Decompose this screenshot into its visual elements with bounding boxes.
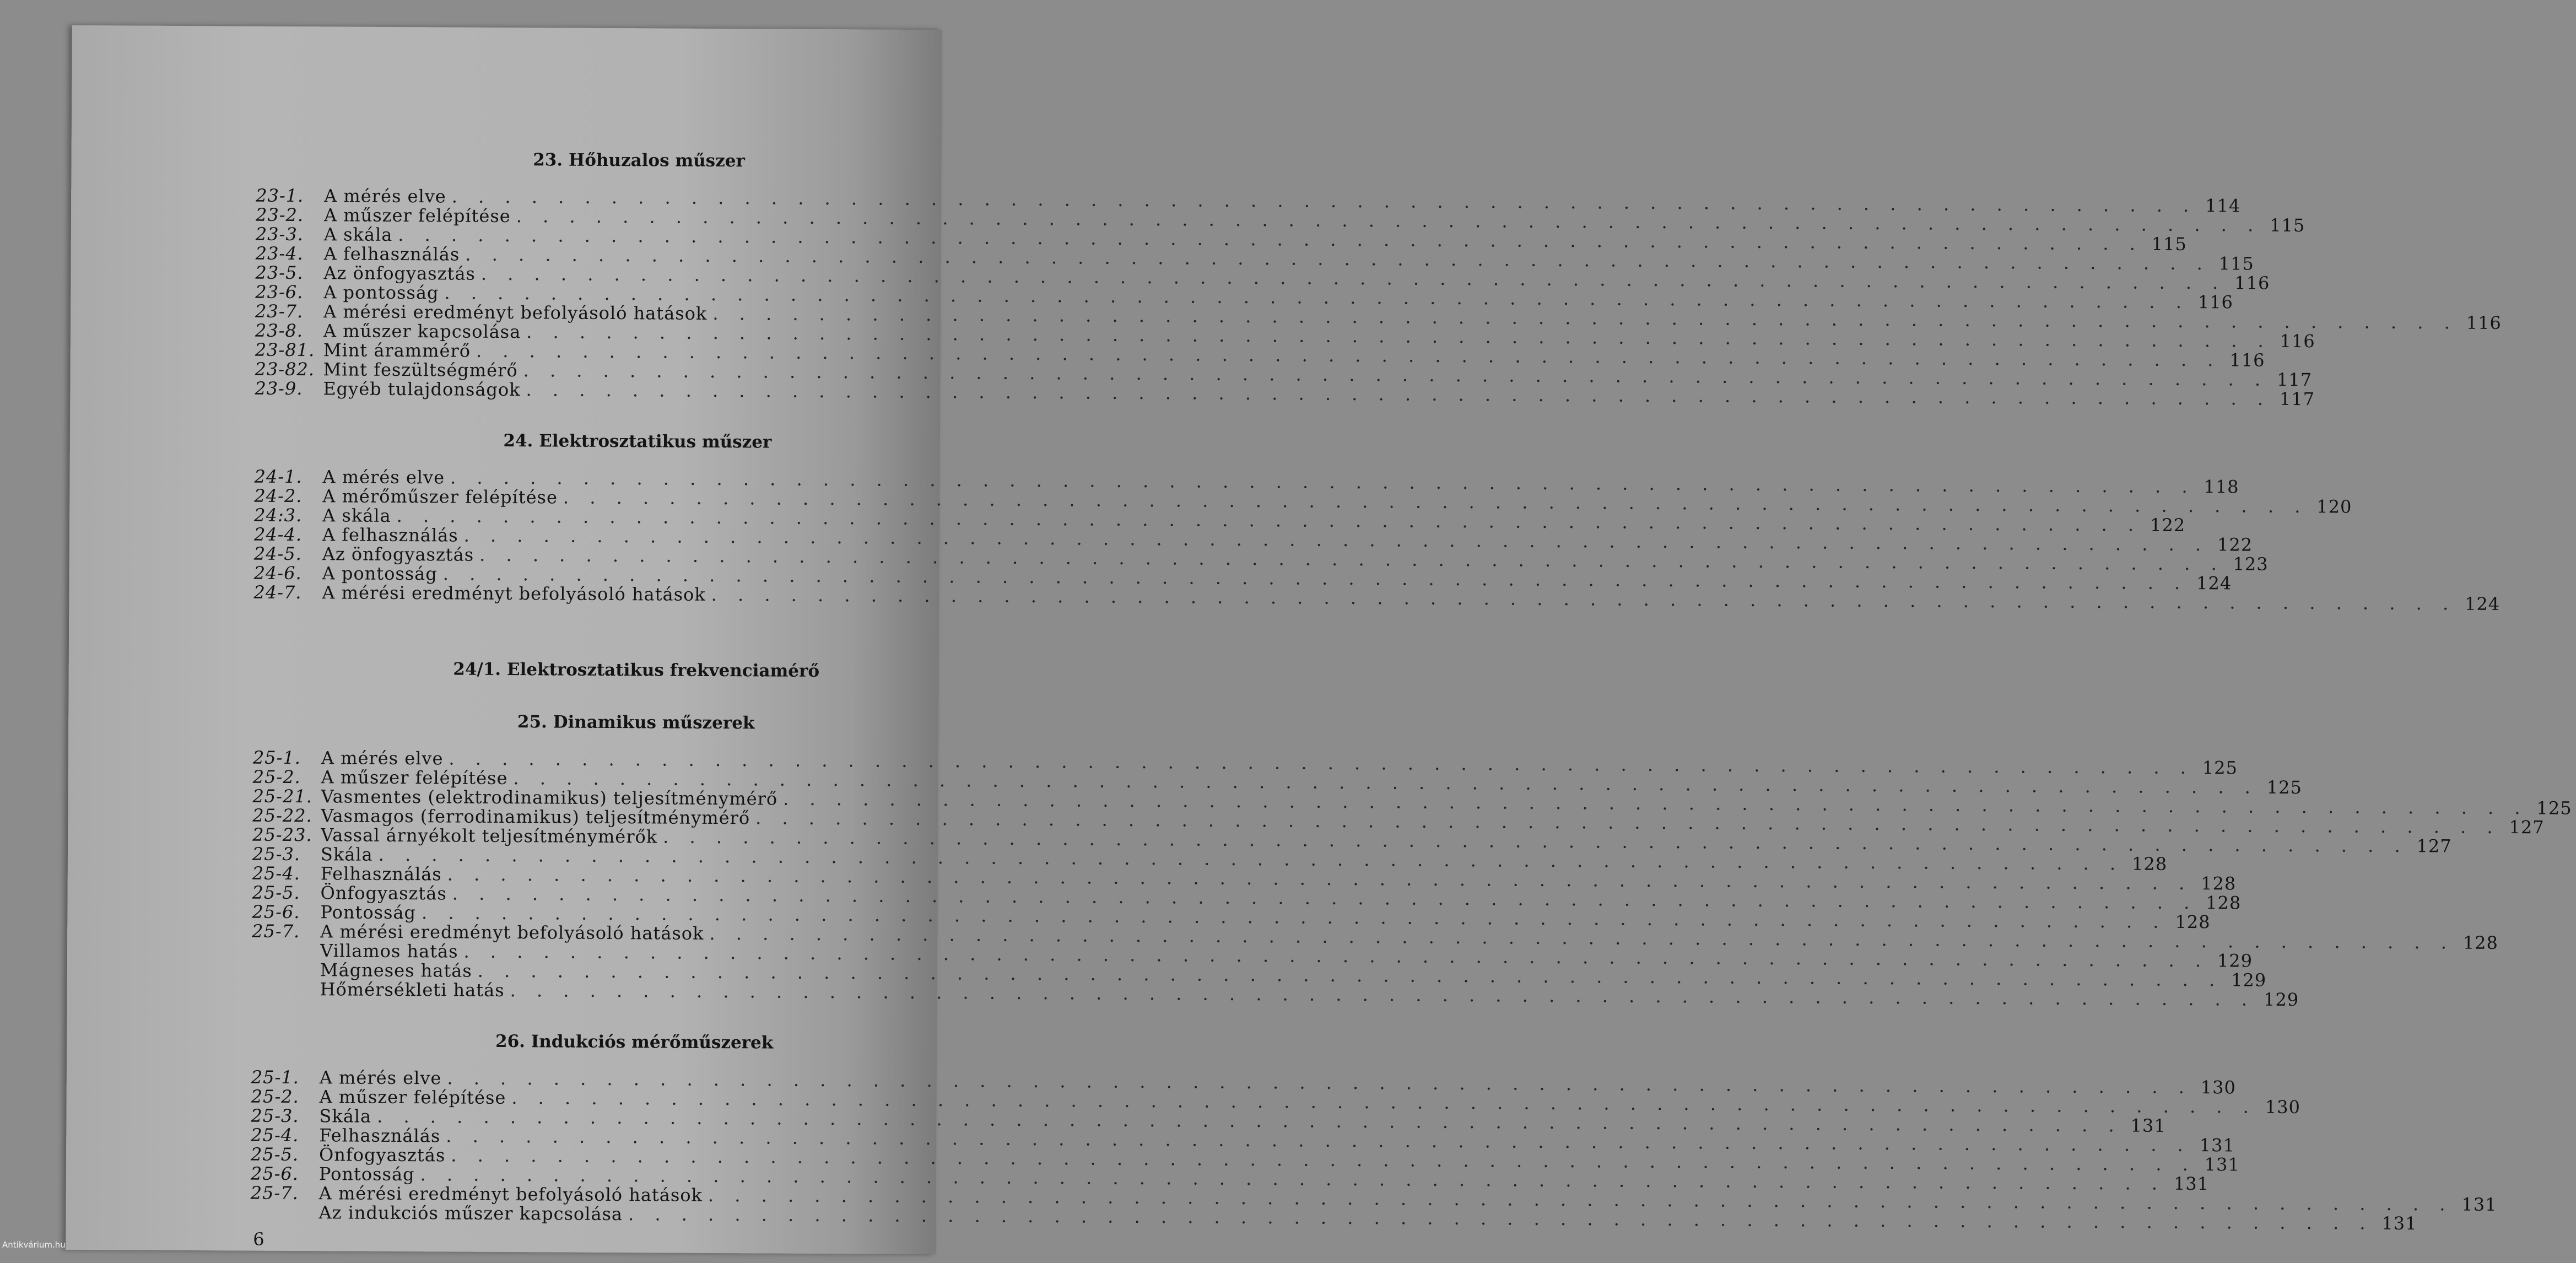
entry-title: Skála bbox=[320, 844, 373, 865]
entry-title: Felhasználás bbox=[320, 863, 442, 885]
entry-page: 129 bbox=[2231, 969, 2267, 991]
entry-page: 122 bbox=[2217, 534, 2253, 555]
entry-number: 25-2. bbox=[252, 766, 301, 788]
entry-page: 128 bbox=[2175, 911, 2211, 933]
entry-title: A műszer kapcsolása bbox=[323, 320, 521, 343]
entry-title: A mérési eredményt befolyásoló hatások bbox=[320, 921, 704, 944]
entry-title: Vasmentes (elektrodinamikus) teljesítménymérő bbox=[321, 786, 778, 809]
entry-page: 116 bbox=[2197, 292, 2234, 313]
entry-title: Mágneses hatás bbox=[320, 959, 472, 981]
entry-number: 23-2. bbox=[255, 204, 304, 226]
entry-number: 23-1. bbox=[256, 185, 304, 207]
toc-entry bbox=[253, 581, 2501, 614]
entry-title: Az önfogyasztás bbox=[322, 543, 474, 565]
entry-number: 23-6. bbox=[255, 281, 304, 303]
entry-number: 25-2. bbox=[251, 1086, 299, 1108]
entry-page: 128 bbox=[2462, 932, 2499, 953]
entry-list bbox=[250, 1066, 2497, 1234]
entry-number: 25-3. bbox=[252, 843, 301, 865]
section-heading: 26. Indukciós mérőműszerek bbox=[495, 1031, 774, 1053]
entry-title: A mérés elve bbox=[319, 1067, 442, 1089]
entry-title: A műszer felépítése bbox=[321, 767, 508, 789]
entry-number: 25-7. bbox=[250, 1182, 299, 1204]
entry-number bbox=[252, 995, 320, 996]
entry-title: Hőmérsékleti hatás bbox=[320, 979, 505, 1001]
entry-title: Mint feszültségmérő bbox=[323, 359, 518, 381]
entry-number: 25-1. bbox=[252, 747, 301, 769]
entry-page: 130 bbox=[2265, 1096, 2300, 1118]
entry-list bbox=[253, 466, 2501, 614]
entry-number: 25-22. bbox=[252, 805, 312, 827]
entry-title: A mérési eredményt befolyásoló hatások bbox=[322, 582, 706, 605]
entry-title: Mint árammérő bbox=[323, 339, 471, 361]
entry-title: Az önfogyasztás bbox=[323, 262, 476, 284]
entry-title: A műszer felépítése bbox=[323, 204, 511, 227]
entry-number: 25-6. bbox=[250, 1163, 299, 1185]
entry-page: 125 bbox=[2266, 776, 2303, 798]
entry-page: 118 bbox=[2204, 476, 2239, 498]
entry-page: 116 bbox=[2229, 349, 2265, 371]
entry-page: 131 bbox=[2381, 1212, 2417, 1234]
entry-list bbox=[252, 747, 2572, 1011]
entry-number: 25-7. bbox=[252, 920, 300, 942]
entry-number: 25-5. bbox=[252, 882, 300, 904]
entry-title: A pontosság bbox=[323, 282, 439, 304]
entry-title: A felhasználás bbox=[322, 524, 458, 546]
entry-title: A mérési eredményt befolyásoló hatások bbox=[323, 301, 708, 324]
entry-title: A skála bbox=[322, 505, 391, 526]
entry-number: 25-4. bbox=[251, 1124, 299, 1146]
entry-number: 23-82. bbox=[255, 358, 315, 380]
entry-page: 116 bbox=[2234, 272, 2270, 294]
entry-page: 114 bbox=[2205, 195, 2241, 217]
toc-entry bbox=[252, 979, 2299, 1011]
entry-number: 25-23. bbox=[252, 824, 312, 846]
entry-page: 115 bbox=[2218, 253, 2254, 274]
entry-page: 124 bbox=[2196, 573, 2232, 594]
entry-number: 23-3. bbox=[255, 223, 304, 245]
entry-number: 25-4. bbox=[252, 862, 300, 884]
entry-number: 25-3. bbox=[251, 1105, 299, 1127]
watermark: Antikvárium.hu bbox=[2, 1240, 66, 1250]
entry-page: 131 bbox=[2130, 1115, 2166, 1136]
entry-number: 23-8. bbox=[255, 320, 304, 342]
entry-title: Egyéb tulajdonságok bbox=[323, 378, 521, 401]
entry-title: A skála bbox=[323, 224, 393, 245]
entry-number: 23-5. bbox=[255, 262, 304, 284]
entry-page: 116 bbox=[2466, 312, 2502, 333]
entry-number: 24-5. bbox=[253, 543, 302, 565]
entry-number: 25-5. bbox=[251, 1143, 299, 1165]
section-heading: 24. Elektrosztatikus műszer bbox=[503, 430, 772, 452]
entry-page: 129 bbox=[2263, 989, 2299, 1011]
entry-number: 24:3. bbox=[254, 504, 303, 526]
book-page bbox=[66, 25, 2572, 1254]
entry-title: Pontosság bbox=[320, 902, 417, 924]
entry-page: 129 bbox=[2217, 950, 2253, 971]
entry-title: A műszer felépítése bbox=[319, 1086, 506, 1109]
entry-number: 24-2. bbox=[254, 485, 303, 507]
entry-number: 25-6. bbox=[252, 901, 300, 923]
entry-title: Skála bbox=[319, 1105, 372, 1127]
entry-title: A mérés elve bbox=[322, 466, 445, 488]
entry-page: 125 bbox=[2536, 797, 2572, 819]
section-heading: 23. Hőhuzalos műszer bbox=[533, 150, 745, 171]
entry-number: 24-7. bbox=[253, 581, 302, 603]
table-of-contents bbox=[250, 148, 2572, 1234]
entry-title: A mérési eredményt befolyásoló hatások bbox=[318, 1183, 703, 1206]
entry-title: A felhasználás bbox=[323, 243, 460, 265]
entry-number: 24-1. bbox=[254, 466, 303, 488]
toc-entry bbox=[255, 377, 2315, 410]
entry-page: 124 bbox=[2464, 593, 2501, 614]
entry-title: Önfogyasztás bbox=[319, 1144, 446, 1166]
entry-number: 23-9. bbox=[255, 377, 303, 400]
entry-title: Felhasználás bbox=[319, 1125, 441, 1147]
entry-title: Önfogyasztás bbox=[320, 882, 447, 904]
entry-page: 120 bbox=[2316, 496, 2352, 517]
entry-title: Vasmagos (ferrodinamikus) teljesítménymérő bbox=[321, 805, 750, 829]
toc-entry bbox=[250, 1202, 2417, 1234]
entry-page: 123 bbox=[2233, 553, 2269, 575]
entry-list bbox=[255, 185, 2502, 410]
entry-page: 131 bbox=[2199, 1135, 2235, 1156]
entry-page: 131 bbox=[2461, 1194, 2497, 1215]
entry-number: 23-7. bbox=[255, 300, 304, 322]
page-number: 6 bbox=[253, 1228, 264, 1250]
entry-page: 128 bbox=[2206, 892, 2242, 914]
entry-title: Az indukciós műszer kapcsolása bbox=[318, 1202, 623, 1225]
entry-title: Vassal árnyékolt teljesítménymérők bbox=[321, 824, 658, 848]
entry-title: Villamos hatás bbox=[320, 940, 458, 962]
entry-page: 115 bbox=[2270, 214, 2305, 236]
entry-title: A mérés elve bbox=[324, 185, 446, 207]
entry-title: A mérőműszer felépítése bbox=[322, 485, 558, 508]
entry-number bbox=[250, 1218, 318, 1219]
entry-title: A pontosság bbox=[322, 563, 438, 585]
entry-number: 24-4. bbox=[253, 523, 303, 546]
entry-page: 131 bbox=[2204, 1154, 2240, 1175]
entry-page: 116 bbox=[2280, 330, 2315, 352]
entry-page: 131 bbox=[2173, 1173, 2210, 1195]
entry-page: 128 bbox=[2131, 853, 2168, 875]
entry-page: 122 bbox=[2150, 514, 2186, 536]
entry-number: 25-1. bbox=[251, 1066, 299, 1088]
entry-number: 23-81. bbox=[255, 339, 315, 361]
entry-number: 24-6. bbox=[253, 562, 302, 584]
entry-title: A mérés elve bbox=[321, 747, 444, 769]
section-heading: 24/1. Elektrosztatikus frekvenciamérő bbox=[453, 659, 820, 681]
entry-page: 125 bbox=[2202, 757, 2238, 779]
entry-page: 117 bbox=[2279, 388, 2315, 410]
entry-number: 25-21. bbox=[252, 785, 313, 807]
entry-page: 115 bbox=[2151, 233, 2187, 255]
entry-page: 127 bbox=[2509, 817, 2545, 838]
entry-page: 128 bbox=[2201, 873, 2237, 894]
entry-page: 130 bbox=[2200, 1077, 2236, 1098]
entry-title: Pontosság bbox=[318, 1163, 415, 1185]
entry-number: 23-4. bbox=[255, 242, 304, 265]
entry-page: 117 bbox=[2276, 369, 2313, 391]
section-heading: 25. Dinamikus műszerek bbox=[517, 712, 755, 733]
entry-page: 127 bbox=[2416, 835, 2452, 857]
